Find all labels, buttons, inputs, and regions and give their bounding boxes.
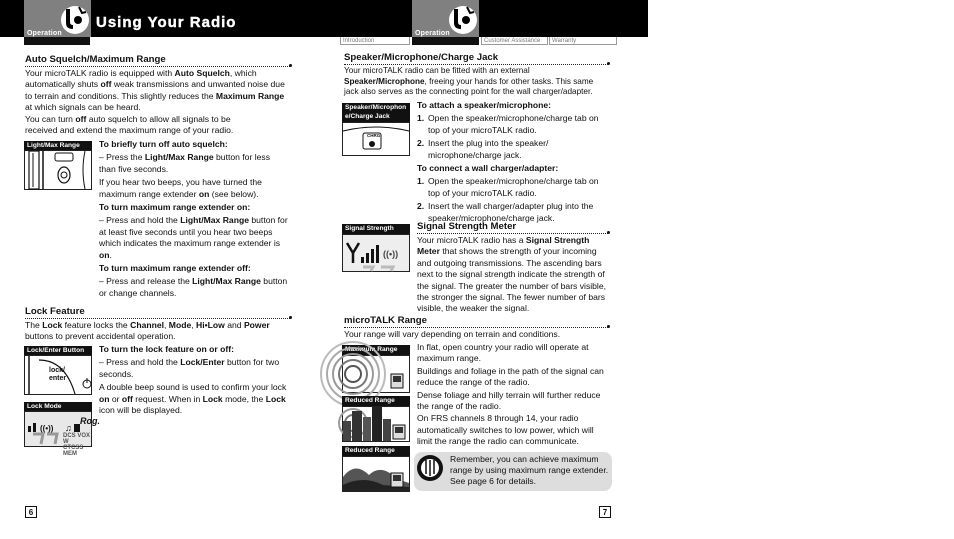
lock-mode-label: Lock Mode (24, 402, 92, 411)
lock-mode-text: Rog. (80, 416, 100, 426)
tab-customer-assistance[interactable]: Customer Assistance (481, 37, 548, 45)
reduced-range-figure-2 (342, 456, 410, 492)
waves-icon (343, 356, 409, 392)
auto-squelch-paragraph-1: Your microTALK radio is equipped with Auto Squelch, which automatically shuts off weak transmissions and unwanted noise due to terrain and conditions. This slightly reduces the Maximum Range at which signals can be heard. (25, 68, 285, 113)
auto-squelch-paragraph-2: You can turn off auto squelch to allow all signals to be received and extend the maximum range of your radio. (25, 114, 234, 136)
operation-tab-right-label: Operation (415, 30, 450, 37)
operation-icon (58, 3, 92, 37)
lock-mode-figure (24, 411, 100, 457)
charge-jack-text: CHRG (367, 133, 381, 138)
lock-enter-label: Lock/Enter Button (24, 346, 92, 355)
speaker-jack-label: Speaker/Microphon e/Charge Jack (342, 103, 410, 122)
page-number-left: 6 (25, 506, 37, 518)
lock-steps: To turn the lock feature on or off: – Press and hold the Lock/Enter button for two seconds. A double beep sound is used to confirm your lock on or off request. When in Lock mode, the Lock icon will be displayed. (99, 344, 289, 416)
section-rule (25, 318, 290, 319)
lock-enter-button-text: lock/ enter (49, 367, 67, 382)
maximum-range-label: Maximum Range (342, 345, 410, 355)
step-off-squelch: – Press the Light/Max Range button for less than five seconds. (99, 152, 270, 174)
range-intro: Your range will vary depending on terrain and conditions. (344, 329, 561, 339)
reduced-range-figure-1 (342, 406, 410, 442)
speaker-jack-heading: Speaker/Microphone/Charge Jack (344, 52, 499, 63)
tab-warranty[interactable]: Warranty (549, 37, 617, 45)
beeps-note: If you hear two beeps, you have turned the maximum range extender on (see below). (99, 177, 262, 199)
signal-strength-heading: Signal Strength Meter (417, 221, 517, 232)
svg-text:((•)): ((•)) (40, 424, 54, 433)
page-title: Using Your Radio (96, 14, 237, 31)
range-p2: Buildings and foliage in the path of the signal can reduce the range of the radio. (417, 365, 604, 388)
lock-mode-indicators: DCS VOX W CTCSS MEM (63, 433, 91, 457)
svg-text:♫: ♫ (65, 423, 72, 433)
connect-step-2: 2. Insert the wall charger/adapter plug into the speaker/microphone/charge jack. (417, 201, 594, 223)
reduced-range-label-2: Reduced Range (342, 446, 410, 456)
speaker-steps: To attach a speaker/microphone: 1. Open the speaker/microphone/charge tab on top of your microTALK radio. 2. Insert the plug into the speaker/ microphone/charge jack. To connect a wall charger/adapter: 1. Open the speaker/microphone/charge tab on top of your microTALK radio. 2. Insert the wall charger/adapter plug into the speaker/microphone/charge jack. (417, 100, 612, 224)
lock-enter-figure (24, 355, 92, 395)
radio-side-icon (25, 151, 91, 189)
buildings-icon (343, 407, 409, 441)
light-max-range-label: Light/Max Range (24, 141, 92, 150)
hills-icon (343, 457, 409, 491)
tab-introduction[interactable]: Introduction (340, 37, 410, 45)
lock-paragraph-2: A double beep sound is used to confirm your lock on or off request. When in Lock mode, the Lock icon will be displayed. (99, 382, 287, 416)
range-paragraphs (417, 342, 609, 448)
range-p1: In flat, open country your radio will operate at maximum range. (417, 342, 589, 364)
signal-paragraph: Your microTALK radio has a Signal Strength Meter that shows the strength of your incoming and outgoing transmissions. The ascending bars next to the signal strength indicate the strength of the signal. The greater the number of bars visible, the stronger the signal. The fewer number of bars visible, the weaker the signal. (417, 235, 607, 314)
attach-step-1: 1. Open the speaker/microphone/charge tab on top of your microTALK radio. (417, 113, 599, 135)
operation-tab-label: Operation (27, 30, 62, 37)
auto-squelch-steps: To briefly turn off auto squelch: – Press the Light/Max Range button for less than five seconds. If you hear two beeps, you have turned the maximum range extender on (see below). To turn maximum range extender on: – Press and hold the Light/Max Range button for at least five seconds until you hear two beeps which indicates the maximum range extender is on. To turn maximum range extender off: – Press and release the Light/Max Range button or change channels. (99, 139, 288, 298)
lock-paragraph-1: The Lock feature locks the Channel, Mode, Hi•Low and Power buttons to prevent accidental operation. (25, 320, 270, 342)
section-rule (25, 66, 290, 67)
microtalk-range-heading: microTALK Range (344, 315, 427, 326)
auto-squelch-heading: Auto Squelch/Maximum Range (25, 54, 166, 65)
lock-feature-heading: Lock Feature (25, 306, 85, 317)
signal-bars-icon (343, 235, 409, 271)
svg-text:((•)): ((•)) (383, 249, 399, 259)
tip-note-text: Remember, you can achieve maximum range by using maximum range extender. See page 6 for details. (450, 454, 609, 486)
tip-icon (416, 454, 444, 482)
page-number-right: 7 (599, 506, 611, 518)
section-rule (344, 64, 608, 65)
light-max-range-figure (24, 150, 92, 190)
range-p4: On FRS channels 8 through 14, your radio automatically switches to low power, which will limit the range the radio can communicate. (417, 413, 594, 447)
signal-strength-figure (342, 234, 410, 272)
operation-icon-right (446, 3, 480, 37)
right-tab-underline (412, 37, 479, 45)
attach-step-2: 2. Insert the plug into the speaker/ microphone/charge jack. (417, 138, 549, 160)
section-rule (344, 327, 608, 328)
lcd-digits (31, 432, 61, 446)
step-ext-on: – Press and hold the Light/Max Range button for at least five seconds until you hear two beeps which indicates the maximum range extender is on. (99, 215, 288, 260)
step-ext-off: – Press and release the Light/Max Range button or change channels. (99, 276, 288, 298)
section-rule (417, 233, 608, 234)
connect-step-1: 1. Open the speaker/microphone/charge tab on top of your microTALK radio. (417, 176, 599, 198)
speaker-paragraph-1: Your microTALK radio can be fitted with an external Speaker/Microphone, freeing your hands for other tasks. This same jack also serves as the connecting point for the wall charger/adapter. (344, 66, 594, 97)
speaker-jack-figure (342, 122, 410, 156)
left-tab-underline (24, 37, 90, 45)
maximum-range-figure (342, 355, 410, 393)
signal-strength-label: Signal Strength (342, 224, 410, 234)
reduced-range-label-1: Reduced Range (342, 396, 410, 406)
range-p3: Dense foliage and hilly terrain will further reduce the range of the radio. (417, 389, 601, 412)
step-lock: – Press and hold the Lock/Enter button for two seconds. (99, 357, 280, 379)
